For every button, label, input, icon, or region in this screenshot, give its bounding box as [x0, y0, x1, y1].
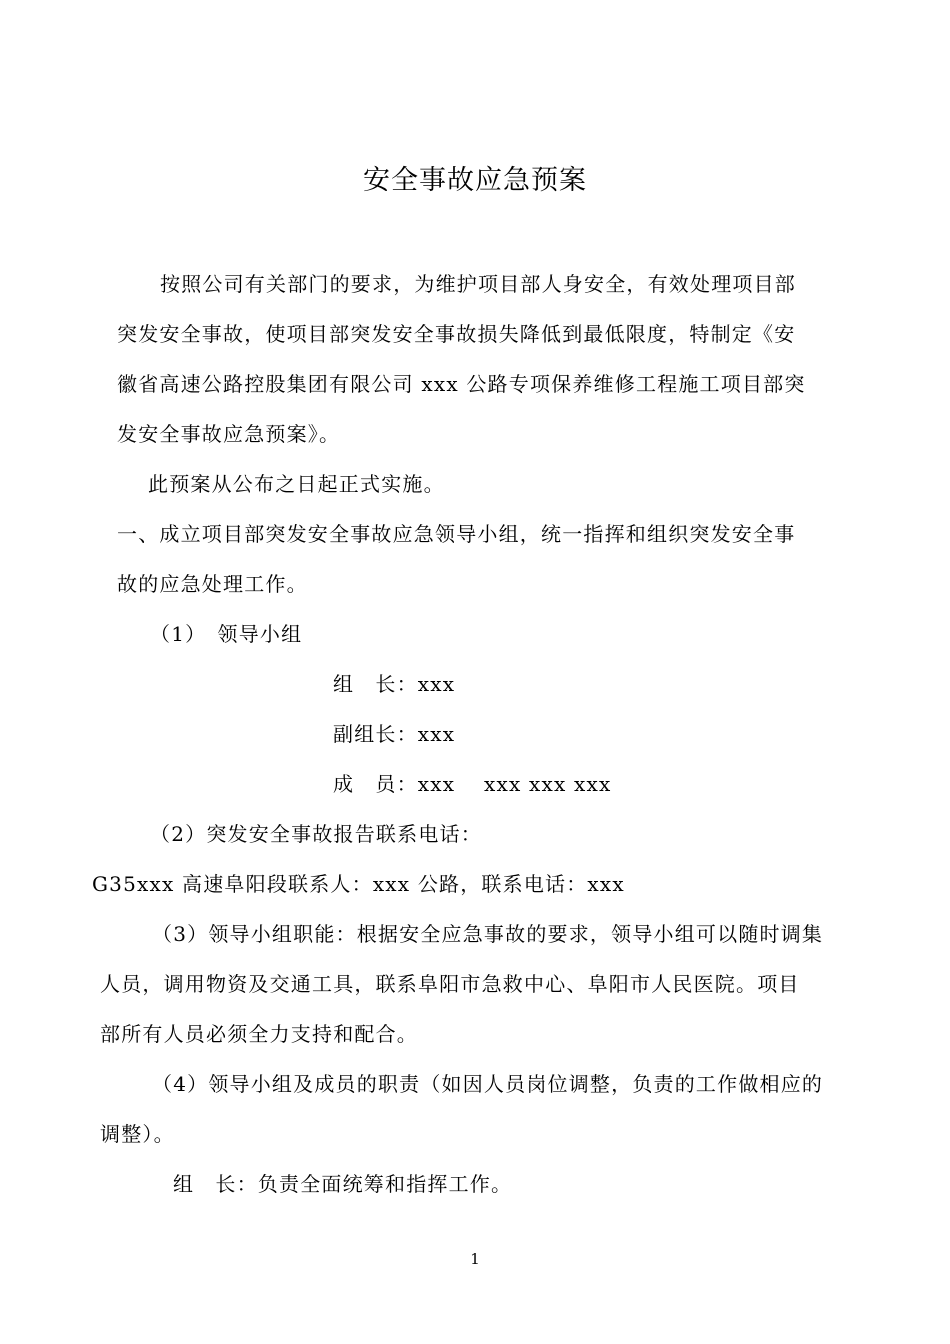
- intro-line-4: 发安全事故应急预案》。: [117, 422, 341, 446]
- intro-line-3: 徽省高速公路控股集团有限公司 xxx 公路专项保养维修工程施工项目部突: [117, 372, 806, 396]
- section1-line-2: 故的应急处理工作。: [117, 572, 308, 596]
- implementation-text: 此预案从公布之日起正式实施。: [148, 472, 445, 496]
- sub3-line-2: 人员，调用物资及交通工具，联系阜阳市急救中心、阜阳市人民医院。项目: [100, 972, 800, 996]
- sub3-line-3: 部所有人员必须全力支持和配合。: [100, 1022, 418, 1046]
- members: 成 员：xxx xxx xxx xxx: [333, 772, 612, 796]
- section1-line-1: 一、成立项目部突发安全事故应急领导小组，统一指挥和组织突发安全事: [117, 522, 796, 546]
- sub4-line-1: （4）领导小组及成员的职责（如因人员岗位调整，负责的工作做相应的: [152, 1072, 824, 1096]
- document-title: 安全事故应急预案: [363, 165, 587, 196]
- sub2-heading: （2）突发安全事故报告联系电话：: [150, 822, 482, 846]
- sub1-heading: （1） 领导小组: [150, 622, 303, 646]
- page-number: 1: [470, 1250, 480, 1268]
- intro-line-2: 突发安全事故，使项目部突发安全事故损失降低到最低限度，特制定《安: [117, 322, 796, 346]
- sub4-line-2: 调整）。: [100, 1122, 175, 1146]
- deputy-leader: 副组长：xxx: [333, 722, 456, 746]
- sub3-line-1: （3）领导小组职能：根据安全应急事故的要求，领导小组可以随时调集: [152, 922, 824, 946]
- leader-duty: 组 长：负责全面统筹和指挥工作。: [173, 1172, 513, 1196]
- group-leader: 组 长：xxx: [333, 672, 456, 696]
- contact-line: G35xxx 高速阜阳段联系人：xxx 公路，联系电话：xxx: [92, 872, 625, 896]
- intro-line-1: 按照公司有关部门的要求，为维护项目部人身安全，有效处理项目部: [160, 272, 796, 296]
